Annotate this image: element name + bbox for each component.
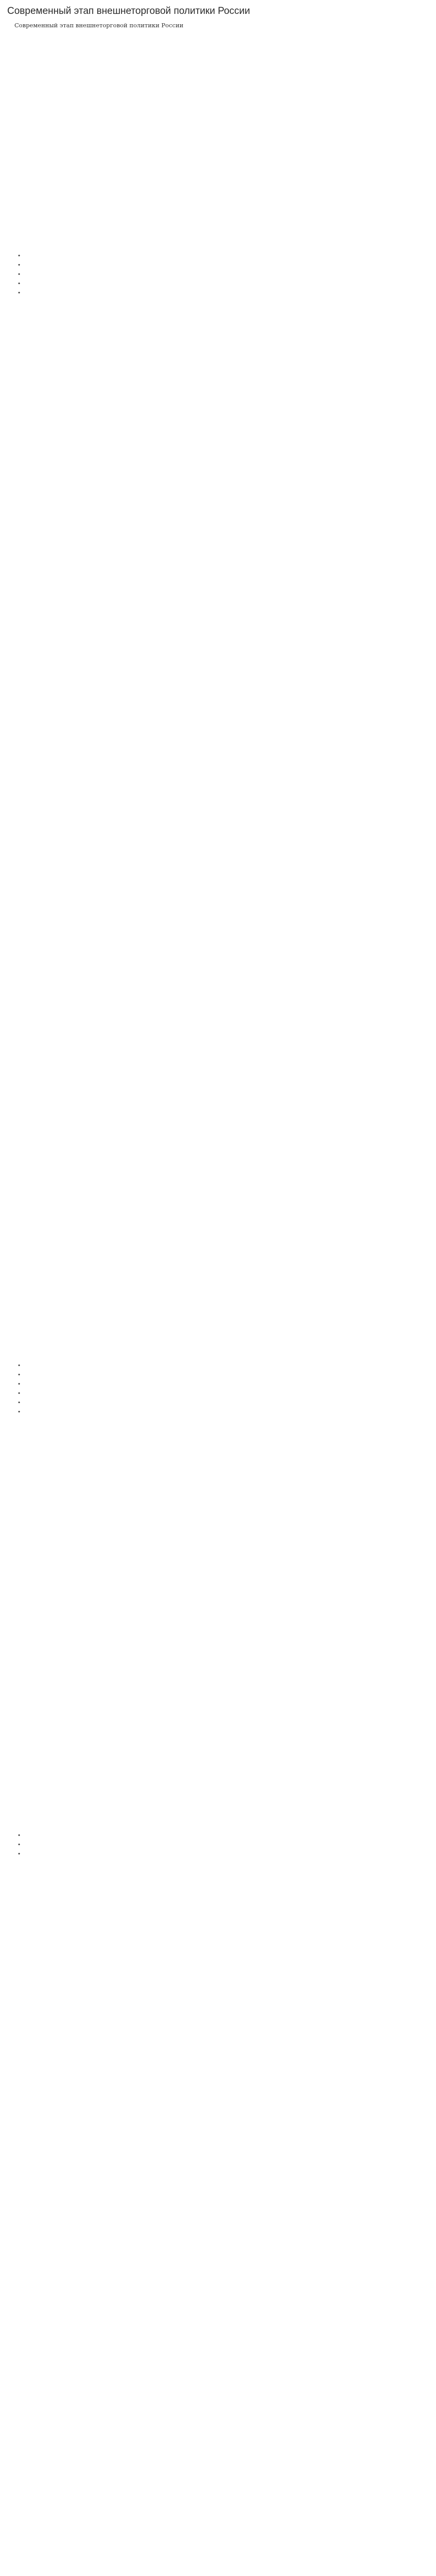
paragraph xyxy=(7,453,429,469)
paragraph xyxy=(7,1767,429,1783)
paragraph xyxy=(7,1318,429,1335)
paragraph xyxy=(7,1529,429,1545)
paragraph xyxy=(7,2122,429,2139)
paragraph xyxy=(7,1015,429,1032)
paragraph xyxy=(7,821,429,837)
article-body xyxy=(7,36,429,2204)
paragraph xyxy=(7,2057,429,2074)
paragraph xyxy=(7,1102,429,1118)
paragraph xyxy=(7,626,429,642)
paragraph xyxy=(7,165,429,182)
paragraph xyxy=(7,474,429,491)
list-item xyxy=(25,252,429,259)
paragraph xyxy=(7,604,429,621)
list-item xyxy=(25,1399,429,1406)
paragraph xyxy=(7,1927,429,1944)
paragraph xyxy=(7,1810,429,1826)
paragraph xyxy=(7,301,429,318)
paragraph xyxy=(7,756,429,772)
paragraph xyxy=(7,539,429,556)
paragraph xyxy=(7,1080,429,1097)
paragraph xyxy=(7,36,429,52)
paragraph xyxy=(7,345,429,361)
paragraph xyxy=(7,1232,429,1248)
paragraph xyxy=(7,1723,429,1740)
paragraph xyxy=(7,1485,429,1502)
paragraph xyxy=(7,1680,429,1697)
page-title: Современный этап внешнеторговой политики России xyxy=(7,6,250,16)
paragraph xyxy=(7,144,429,160)
paragraph xyxy=(7,886,429,902)
paragraph xyxy=(7,122,429,139)
paragraph xyxy=(7,1275,429,1292)
paragraph xyxy=(7,1420,429,1437)
list-item xyxy=(25,1362,429,1369)
paragraph xyxy=(7,1037,429,1054)
paragraph xyxy=(7,1862,429,1879)
paragraph xyxy=(7,2187,429,2204)
paragraph xyxy=(7,2079,429,2095)
paragraph xyxy=(7,1615,429,1632)
paragraph xyxy=(7,864,429,880)
paragraph xyxy=(7,2036,429,2052)
paragraph xyxy=(7,1167,429,1183)
paragraph xyxy=(7,734,429,751)
paragraph xyxy=(7,1788,429,1805)
paragraph xyxy=(7,1124,429,1140)
list-item xyxy=(25,1832,429,1839)
paragraph xyxy=(7,230,429,247)
list-item xyxy=(25,1389,429,1397)
paragraph xyxy=(7,57,429,74)
paragraph xyxy=(7,561,429,578)
paragraph xyxy=(7,799,429,816)
paragraph xyxy=(7,1442,429,1459)
paragraph xyxy=(7,1658,429,1675)
paragraph xyxy=(7,713,429,729)
paragraph xyxy=(7,100,429,117)
list-item xyxy=(25,1850,429,1857)
paragraph xyxy=(7,1637,429,1653)
paragraph xyxy=(7,1702,429,1718)
list-item xyxy=(25,261,429,268)
bullet-list xyxy=(7,1362,429,1415)
bullet-list xyxy=(7,252,429,296)
list-item xyxy=(25,1841,429,1848)
paragraph xyxy=(7,1189,429,1205)
paragraph xyxy=(7,951,429,967)
list-item xyxy=(25,1371,429,1378)
paragraph xyxy=(7,1971,429,1987)
list-item xyxy=(25,289,429,296)
paragraph xyxy=(7,1745,429,1761)
bullet-list xyxy=(7,1832,429,1857)
paragraph xyxy=(7,1464,429,1480)
paragraph xyxy=(7,496,429,513)
paragraph xyxy=(7,1253,429,1270)
paragraph xyxy=(7,1297,429,1313)
paragraph xyxy=(7,583,429,599)
paragraph xyxy=(7,929,429,945)
paragraph xyxy=(7,1210,429,1227)
paragraph xyxy=(7,669,429,686)
paragraph xyxy=(7,1594,429,1610)
list-item xyxy=(25,280,429,287)
paragraph xyxy=(7,79,429,95)
paragraph xyxy=(7,1507,429,1523)
paragraph xyxy=(7,323,429,340)
list-item xyxy=(25,270,429,278)
paragraph xyxy=(7,691,429,707)
paragraph xyxy=(7,1992,429,2009)
paragraph xyxy=(7,2144,429,2160)
paragraph xyxy=(7,410,429,426)
list-item xyxy=(25,1408,429,1415)
paragraph xyxy=(7,431,429,448)
paragraph xyxy=(7,1550,429,1567)
paragraph xyxy=(7,648,429,664)
paragraph xyxy=(7,1340,429,1357)
paragraph xyxy=(7,777,429,794)
paragraph xyxy=(7,1059,429,1075)
paragraph xyxy=(7,1906,429,1922)
paragraph xyxy=(7,1949,429,1965)
paragraph xyxy=(7,994,429,1010)
paragraph xyxy=(7,1572,429,1588)
paragraph xyxy=(7,907,429,924)
paragraph xyxy=(7,518,429,534)
paragraph xyxy=(7,2014,429,2030)
paragraph xyxy=(7,366,429,383)
paragraph xyxy=(7,1884,429,1901)
paragraph xyxy=(7,1145,429,1162)
paragraph xyxy=(7,388,429,404)
paragraph xyxy=(7,2165,429,2182)
paragraph xyxy=(7,209,429,225)
paragraph xyxy=(7,187,429,204)
list-item xyxy=(25,1380,429,1387)
paragraph xyxy=(7,842,429,859)
page-subtitle: Современный этап внешнеторговой политики России xyxy=(14,21,184,29)
paragraph xyxy=(7,2100,429,2117)
paragraph xyxy=(7,972,429,989)
